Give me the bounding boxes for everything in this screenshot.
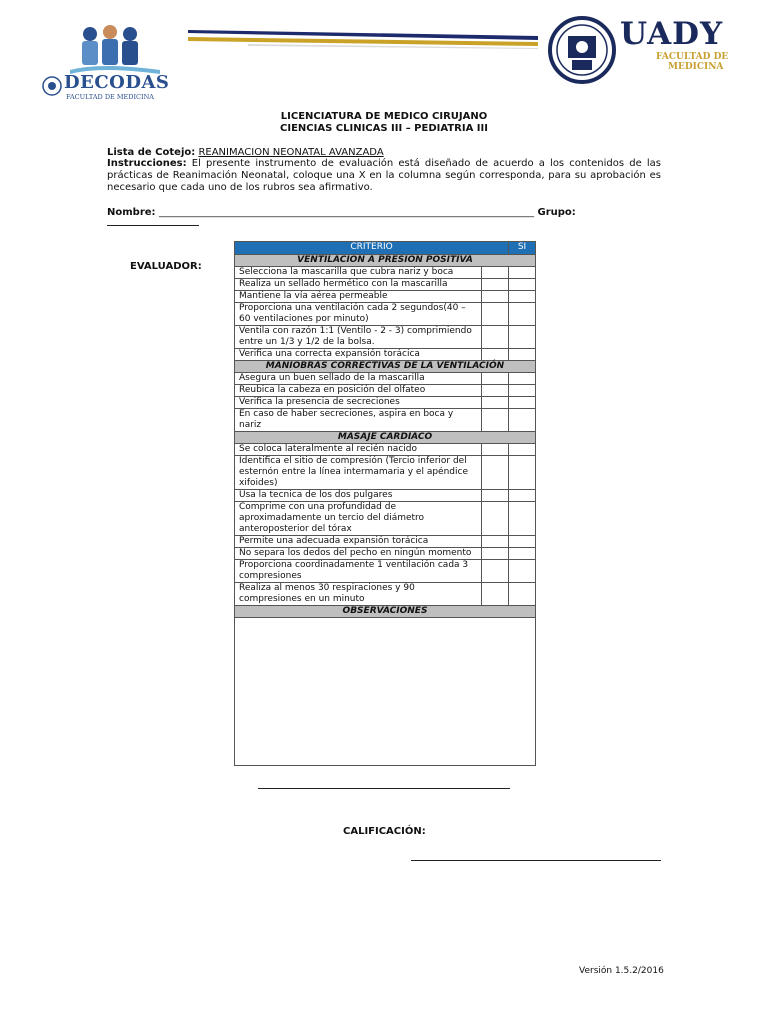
criterio-text: Mantiene la vía aérea permeable <box>235 291 482 303</box>
si-checkbox-cell[interactable] <box>509 385 536 397</box>
si-checkbox-cell[interactable] <box>509 349 536 361</box>
criterio-text: Reubica la cabeza en posición del olfateo <box>235 385 482 397</box>
instrucciones <box>107 158 661 195</box>
table-header-row <box>235 242 536 255</box>
grupo-label: Grupo: <box>537 207 576 218</box>
criterio-text: Ventila con razón 1:1 (Ventilo - 2 - 3) comprimiendo entre un 1/3 y 1/2 de la bolsa. <box>235 326 482 349</box>
criterio-text: En caso de haber secreciones, aspira en boca y nariz <box>235 409 482 432</box>
decodas-logo <box>40 22 170 110</box>
criterio-row <box>235 397 536 409</box>
observaciones-title: OBSERVACIONES <box>235 606 536 618</box>
checklist-body <box>235 255 536 766</box>
observaciones-header-row <box>235 606 536 618</box>
criterio-text: Realiza un sellado hermético con la mascarilla <box>235 279 482 291</box>
si-checkbox-cell[interactable] <box>509 397 536 409</box>
criterio-row <box>235 548 536 560</box>
col-si: SI <box>509 242 536 255</box>
lista-de-cotejo <box>107 147 384 158</box>
criterio-blank-cell[interactable] <box>482 385 509 397</box>
section-row <box>235 255 536 267</box>
decodas-logo-subtext: FACULTAD DE MEDICINA <box>66 93 154 101</box>
si-checkbox-cell[interactable] <box>509 490 536 502</box>
si-checkbox-cell[interactable] <box>509 279 536 291</box>
si-checkbox-cell[interactable] <box>509 267 536 279</box>
criterio-row <box>235 444 536 456</box>
uady-logo <box>548 10 748 95</box>
observaciones-textarea[interactable] <box>235 618 536 766</box>
page-subtitle: CIENCIAS CLINICAS III – PEDIATRIA III <box>280 123 488 134</box>
criterio-row <box>235 349 536 361</box>
criterio-blank-cell[interactable] <box>482 349 509 361</box>
criterio-blank-cell[interactable] <box>482 373 509 385</box>
decodas-logo-text: DECODAS <box>64 72 170 93</box>
si-checkbox-cell[interactable] <box>509 536 536 548</box>
criterio-blank-cell[interactable] <box>482 490 509 502</box>
si-checkbox-cell[interactable] <box>509 583 536 606</box>
criterio-row <box>235 456 536 490</box>
section-row <box>235 361 536 373</box>
evaluador-signature-line[interactable] <box>258 788 510 789</box>
criterio-row <box>235 409 536 432</box>
checklist-table <box>234 241 536 766</box>
criterio-text: Verifica la presencia de secreciones <box>235 397 482 409</box>
calificacion-field[interactable] <box>411 860 661 861</box>
criterio-row <box>235 385 536 397</box>
criterio-blank-cell[interactable] <box>482 291 509 303</box>
uady-logo-subtext-2: MEDICINA <box>668 62 724 72</box>
criterio-text: Se coloca lateralmente al recién nacido <box>235 444 482 456</box>
criterio-text: Verifica una correcta expansión torácica <box>235 349 482 361</box>
section-row <box>235 432 536 444</box>
criterio-text: Comprime con una profundidad de aproximadamente un tercio del diámetro anteroposterior del tórax <box>235 502 482 536</box>
si-checkbox-cell[interactable] <box>509 303 536 326</box>
criterio-row <box>235 279 536 291</box>
lista-value: REANIMACION NEONATAL AVANZADA <box>198 147 384 158</box>
criterio-text: Asegura un buen sellado de la mascarilla <box>235 373 482 385</box>
criterio-text: Usa la tecnica de los dos pulgares <box>235 490 482 502</box>
criterio-row <box>235 502 536 536</box>
si-checkbox-cell[interactable] <box>509 502 536 536</box>
si-checkbox-cell[interactable] <box>509 444 536 456</box>
criterio-row <box>235 267 536 279</box>
criterio-row <box>235 583 536 606</box>
criterio-text: Permite una adecuada expansión torácica <box>235 536 482 548</box>
section-title: MANIOBRAS CORRECTIVAS DE LA VENTILACIÓN <box>235 361 536 373</box>
version-text: Versión 1.5.2/2016 <box>579 966 664 976</box>
criterio-text: Selecciona la mascarilla que cubra nariz y boca <box>235 267 482 279</box>
si-checkbox-cell[interactable] <box>509 373 536 385</box>
criterio-blank-cell[interactable] <box>482 279 509 291</box>
criterio-row <box>235 326 536 349</box>
criterio-text: Identifica el sitio de compresión (Tercio inferior del esternón entre la línea intermamaria y el apéndice xifoides) <box>235 456 482 490</box>
criterio-blank-cell[interactable] <box>482 397 509 409</box>
criterio-blank-cell[interactable] <box>482 444 509 456</box>
nombre-field[interactable]: ___________________________________________________________________________ <box>159 207 535 218</box>
si-checkbox-cell[interactable] <box>509 291 536 303</box>
lista-label: Lista de Cotejo: <box>107 147 196 158</box>
si-checkbox-cell[interactable] <box>509 326 536 349</box>
criterio-row <box>235 373 536 385</box>
calificacion-label: CALIFICACIÓN: <box>343 826 426 837</box>
si-checkbox-cell[interactable] <box>509 409 536 432</box>
criterio-blank-cell[interactable] <box>482 267 509 279</box>
criterio-row <box>235 536 536 548</box>
criterio-row <box>235 303 536 326</box>
uady-logo-text: UADY <box>620 16 724 52</box>
criterio-blank-cell[interactable] <box>482 502 509 536</box>
criterio-blank-cell[interactable] <box>482 548 509 560</box>
header-stripes <box>188 28 538 58</box>
criterio-blank-cell[interactable] <box>482 409 509 432</box>
nombre-label: Nombre: <box>107 207 156 218</box>
criterio-blank-cell[interactable] <box>482 326 509 349</box>
si-checkbox-cell[interactable] <box>509 548 536 560</box>
criterio-text: Proporciona una ventilación cada 2 segundos(40 – 60 ventilaciones por minuto) <box>235 303 482 326</box>
col-criterio: CRITERIO <box>235 242 509 255</box>
instrucciones-label: Instrucciones: <box>107 158 187 169</box>
grupo-field[interactable] <box>107 225 199 226</box>
uady-logo-subtext-1: FACULTAD DE <box>656 52 729 62</box>
criterio-blank-cell[interactable] <box>482 456 509 490</box>
criterio-text: No separa los dedos del pecho en ningún momento <box>235 548 482 560</box>
criterio-text: Realiza al menos 30 respiraciones y 90 compresiones en un minuto <box>235 583 482 606</box>
evaluador-label: EVALUADOR: <box>130 261 202 272</box>
criterio-blank-cell[interactable] <box>482 583 509 606</box>
section-title: MASAJE CARDIACO <box>235 432 536 444</box>
criterio-row <box>235 490 536 502</box>
criterio-row <box>235 291 536 303</box>
criterio-row <box>235 560 536 583</box>
criterio-blank-cell[interactable] <box>482 536 509 548</box>
instrucciones-text: El presente instrumento de evaluación está diseñado de acuerdo a los contenidos de las prácticas de Reanimación Neonatal, coloque una X en la columna según corresponda, para su aprobación es necesario que cada uno de los rubros sea afirmativo. <box>107 158 661 194</box>
nombre-grupo-row <box>107 207 667 218</box>
section-title: VENTILACION A PRESION POSITIVA <box>235 255 536 267</box>
si-checkbox-cell[interactable] <box>509 560 536 583</box>
criterio-text: Proporciona coordinadamente 1 ventilación cada 3 compresiones <box>235 560 482 583</box>
page-title: LICENCIATURA DE MEDICO CIRUJANO <box>280 111 488 122</box>
observaciones-row <box>235 618 536 766</box>
criterio-blank-cell[interactable] <box>482 560 509 583</box>
si-checkbox-cell[interactable] <box>509 456 536 490</box>
criterio-blank-cell[interactable] <box>482 303 509 326</box>
